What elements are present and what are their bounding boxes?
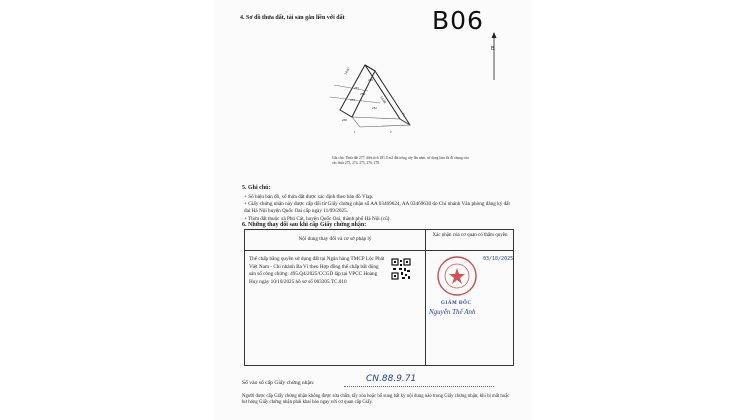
diagram-label: 234 <box>360 92 365 96</box>
diagram-label: 233 <box>350 98 355 102</box>
diagram-caption: Ghi chú: Thửa đất 277, diện tích 281.0 m2 đất trồng cây lâu năm, sử dụng làm lối đi chung của các thửa 273, 274, 275, 276, 278. <box>332 156 469 165</box>
registry-label: Số vào sổ cấp Giấy chứng nhận: <box>242 380 315 386</box>
note-item: + Số hiệu bản đồ, số thửa đất được xác định theo bản đồ Vlap. <box>244 194 374 200</box>
note-item: + Thửa đất thuộc xã Phú Cát, huyện Quốc Oai, thành phố Hà Nội (cũ). <box>244 215 391 222</box>
north-label: B <box>491 46 495 52</box>
parcel-diagram <box>320 55 430 145</box>
officer-signature: Nguyễn Thế Anh <box>429 308 476 316</box>
registry-number: CN.88.9.71 <box>366 374 417 384</box>
note-item: + Giấy chứng nhận này được cấp đổi từ Giấy chứng nhận số AA 03469624, AA 03469630 do Chi nhánh Văn phòng đăng ký đất đai Hà Nội huyện Quốc Oai cấp ngày 11/09/2025. <box>244 201 510 215</box>
notes-title: 5. Ghi chú: <box>242 185 271 191</box>
diagram-label: 235 <box>354 86 359 90</box>
diagram-label: 230 <box>342 118 347 122</box>
north-arrow-icon <box>490 32 498 82</box>
code-label: B06 <box>432 6 484 35</box>
registry-dotted-line <box>344 386 494 387</box>
qr-code-icon <box>391 258 411 280</box>
neighbor-block <box>352 117 410 127</box>
notes-list <box>244 194 514 223</box>
table-header-divider <box>245 250 513 251</box>
stamp-date: 03/10/2025 <box>483 256 514 262</box>
diagram-label: 232 <box>372 106 377 110</box>
diagram-label: 2 <box>390 130 392 134</box>
diagram-side-length: 14.97 <box>343 66 352 76</box>
officer-title: GIÁM ĐỐC <box>441 301 472 306</box>
diagram-label: 239 <box>368 78 373 82</box>
footer-notice: Người được cấp Giấy chứng nhận không được sửa chữa, tẩy xóa hoặc bổ sung bất kỳ nội dung nào trong Giấy chứng nhận; khi bị mất hoặc hư hỏng Giấy chứng nhận phải khai báo ngay với cơ quan cấp Giấy. <box>242 394 510 406</box>
section-4-title: 4. Sơ đồ thửa đất, tài sản gắn liền với đất <box>240 15 345 21</box>
table-header-content: Nội dung thay đổi và cơ sở pháp lý <box>298 236 372 242</box>
mortgage-entry: Thế chấp bằng quyền sử dụng đất tại Ngân hàng TMCP Lộc Phát Việt Nam - Chi nhánh Ba Vì theo Hợp đồng thế chấp bất động sản số công chứng: 495.Q4/2025/CCGD lập tại VPCC Hoàng Huy ngày 10/10/2025 hồ sơ số 003305.TC.010 <box>249 256 385 285</box>
changes-table <box>244 229 514 366</box>
parcel-strip <box>365 65 410 125</box>
diagram-label: 1 <box>354 130 356 134</box>
table-header-confirmation: Xác nhận của cơ quan có thẩm quyền <box>432 233 508 238</box>
diagram-label: 5 <box>403 112 405 116</box>
diagram-side-length: 14.68 <box>379 95 387 105</box>
changes-title: 6. Những thay đổi sau khi cấp Giấy chứng nhận: <box>242 222 367 228</box>
